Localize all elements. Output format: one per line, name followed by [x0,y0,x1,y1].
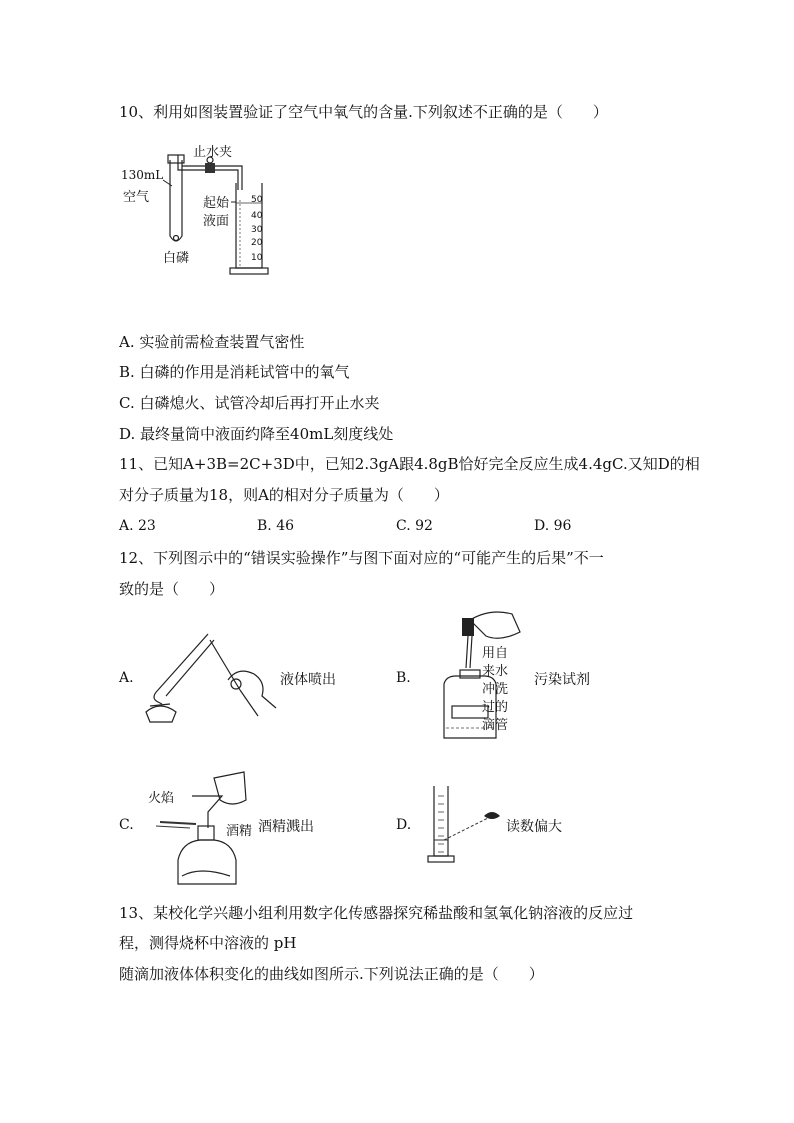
question-10-stem: 10、利用如图装置验证了空气中氧气的含量.下列叙述不正确的是（ ） [119,103,608,121]
clamp-label: 止水夹 [193,145,233,160]
question-13-stem-line2: 程，测得烧杯中溶液的 pH [119,934,297,952]
air-label: 空气 [123,190,150,205]
q11-option-d: D. 96 [534,518,572,534]
q12-option-c-result: 酒精溅出 [258,819,314,835]
tick-50: 50 [251,195,263,205]
q12-option-c-letter: C. [119,817,134,833]
q12-option-b-result: 污染试剂 [534,672,590,688]
tick-10: 10 [251,253,263,263]
alcohol-label: 酒精 [226,824,253,839]
q10-option-a: A. 实验前需检查装置气密性 [119,333,305,351]
q11-option-a: A. 23 [119,518,156,534]
dropper-note-line5: 滴管 [482,718,509,733]
q12-option-a-letter: A. [119,670,134,686]
tick-30: 30 [251,225,263,235]
tick-20: 20 [251,238,263,248]
question-12-stem-line2: 致的是（ ） [119,580,225,598]
q11-option-b: B. 46 [257,518,295,534]
q10-option-d: D. 最终量筒中液面约降至40mL刻度线处 [119,425,394,443]
question-11-stem-line2: 对分子质量为18，则A的相对分子质量为（ ） [119,486,449,504]
question-11-stem-line1: 11、已知A+3B=2C+3D中，已知2.3gA跟4.8gB恰好完全反应生成4.4gC.又知D的相 [119,455,700,473]
tick-40: 40 [251,211,263,221]
question-13-stem-line3: 随滴加液体体积变化的曲线如图所示.下列说法正确的是（ ） [119,965,544,983]
start-label-1: 起始 [203,196,230,211]
question-13-stem-line1: 13、某校化学兴趣小组利用数字化传感器探究稀盐酸和氢氧化钠溶液的反应过 [119,904,634,922]
dropper-note-line1: 用自 [482,646,509,661]
q12-option-b-letter: B. [396,670,411,686]
start-label-2: 液面 [203,214,230,229]
dropper-note-line4: 过的 [482,700,509,715]
question-12-stem-line1: 12、下列图示中的“错误实验操作”与图下面对应的“可能产生的后果”不一 [119,549,604,567]
flame-label: 火焰 [148,791,175,806]
dropper-note-line3: 冲洗 [482,682,509,697]
q10-option-c: C. 白磷熄火、试管冷却后再打开止水夹 [119,394,380,412]
q12-option-d-result: 读数偏大 [506,819,562,835]
q12-option-d-letter: D. [396,817,412,833]
phosphorus-label: 白磷 [163,251,190,266]
q12-option-a-result: 液体喷出 [280,672,336,688]
volume-label: 130mL [121,168,164,182]
dropper-note-line2: 来水 [482,664,509,679]
q10-option-b: B. 白磷的作用是消耗试管中的氧气 [119,363,350,381]
q11-option-c: C. 92 [396,518,433,534]
